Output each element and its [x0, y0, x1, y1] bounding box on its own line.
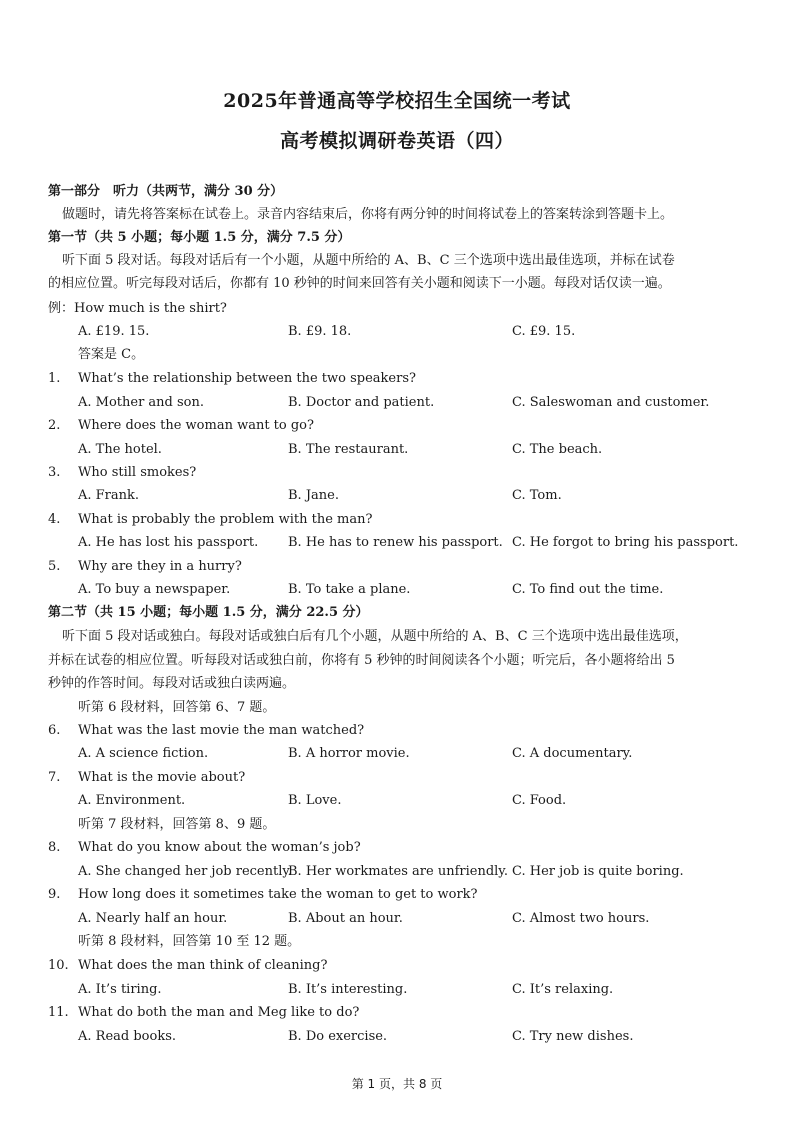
question-option-c: C. Try new dishes.	[512, 1029, 634, 1044]
question-option-c: C. A documentary.	[512, 746, 633, 761]
question-option-b: B. A horror movie.	[288, 746, 410, 761]
question-option-a: A. She changed her job recently.	[78, 864, 293, 879]
question-option-b: B. About an hour.	[288, 911, 403, 926]
section2-instruction-line2: 并标在试卷的相应位置。听每段对话或独白前，你将有 5 秒钟的时间阅读各个小题；听完后，各小题将给出 5	[48, 653, 675, 668]
section1-header: 第一节（共 5 小题；每小题 1.5 分，满分 7.5 分）	[48, 230, 351, 245]
question-stem: What is probably the problem with the man?	[78, 512, 373, 527]
section2-header: 第二节（共 15 小题；每小题 1.5 分，满分 22.5 分）	[48, 605, 369, 620]
question-option-b: B. He has to renew his passport.	[288, 535, 503, 550]
example-answer: 答案是 C。	[78, 347, 145, 362]
question-number: 2.	[48, 418, 61, 433]
example-option-c: C. £9. 15.	[512, 324, 576, 339]
question-option-c: C. Almost two hours.	[512, 911, 650, 926]
question-stem: Who still smokes?	[78, 465, 197, 480]
question-option-a: A. Frank.	[78, 488, 140, 503]
question-option-a: A. Read books.	[78, 1029, 176, 1044]
question-stem: What does the man think of cleaning?	[78, 958, 328, 973]
example-stem: 例：How much is the shirt?	[48, 301, 227, 316]
question-option-b: B. Love.	[288, 793, 342, 808]
question-number: 1.	[48, 371, 61, 386]
question-option-c: C. Saleswoman and customer.	[512, 395, 710, 410]
question-stem: How long does it sometimes take the woman to get to work?	[78, 887, 478, 902]
question-option-a: A. Environment.	[78, 793, 186, 808]
question-stem: What is the movie about?	[78, 770, 246, 785]
material-6-note: 听第 6 段材料，回答第 6、7 题。	[78, 700, 276, 715]
question-stem: Where does the woman want to go?	[78, 418, 314, 433]
material-8-note: 听第 8 段材料，回答第 10 至 12 题。	[78, 934, 301, 949]
question-option-c: C. Food.	[512, 793, 567, 808]
section1-instruction-line2: 的相应位置。听完每段对话后，你都有 10 秒钟的时间来回答有关小题和阅读下一小题。每段对话仅读一遍。	[48, 276, 671, 291]
question-stem: What do both the man and Meg like to do?	[78, 1005, 360, 1020]
question-number: 11.	[48, 1005, 69, 1020]
question-number: 9.	[48, 887, 61, 902]
question-number: 10.	[48, 958, 69, 973]
page-footer: 第 1 页，共 8 页	[351, 1077, 443, 1091]
question-option-c: C. He forgot to bring his passport.	[512, 535, 739, 550]
example-option-b: B. £9. 18.	[288, 324, 352, 339]
question-option-b: B. To take a plane.	[288, 582, 411, 597]
question-option-c: C. It’s relaxing.	[512, 982, 614, 997]
section2-instruction-line3: 秒钟的作答时间。每段对话或独白读两遍。	[48, 676, 296, 691]
question-number: 7.	[48, 770, 61, 785]
question-number: 5.	[48, 559, 61, 574]
question-option-a: A. To buy a newspaper.	[78, 582, 231, 597]
question-option-c: C. Her job is quite boring.	[512, 864, 684, 879]
part1-instruction: 做题时，请先将答案标在试卷上。录音内容结束后，你将有两分钟的时间将试卷上的答案转涂到答题卡上。	[62, 207, 674, 222]
question-option-c: C. Tom.	[512, 488, 562, 503]
question-stem: What was the last movie the man watched?	[78, 723, 365, 738]
question-stem: What’s the relationship between the two speakers?	[78, 371, 416, 386]
question-option-a: A. He has lost his passport.	[78, 535, 259, 550]
exam-subtitle: 高考模拟调研卷英语（四）	[279, 130, 514, 152]
section1-instruction-line1: 听下面 5 段对话。每段对话后有一个小题，从题中所给的 A、B、C 三个选项中选出最佳选项，并标在试卷	[62, 253, 675, 268]
question-option-b: B. Doctor and patient.	[288, 395, 435, 410]
question-number: 8.	[48, 840, 61, 855]
question-option-b: B. The restaurant.	[288, 442, 409, 457]
question-option-b: B. It’s interesting.	[288, 982, 408, 997]
material-7-note: 听第 7 段材料，回答第 8、9 题。	[78, 817, 276, 832]
question-number: 4.	[48, 512, 61, 527]
question-option-a: A. It’s tiring.	[78, 982, 162, 997]
question-option-b: B. Her workmates are unfriendly.	[288, 864, 509, 879]
question-option-a: A. The hotel.	[78, 442, 162, 457]
exam-title: 2025年普通高等学校招生全国统一考试	[223, 90, 571, 112]
question-option-c: C. To find out the time.	[512, 582, 664, 597]
part1-header: 第一部分 听力（共两节，满分 30 分）	[48, 184, 284, 199]
question-stem: What do you know about the woman’s job?	[78, 840, 361, 855]
question-option-a: A. A science fiction.	[78, 746, 209, 761]
question-stem: Why are they in a hurry?	[78, 559, 242, 574]
question-option-c: C. The beach.	[512, 442, 603, 457]
question-option-a: A. Nearly half an hour.	[78, 911, 228, 926]
example-option-a: A. £19. 15.	[78, 324, 150, 339]
question-number: 6.	[48, 723, 61, 738]
question-option-b: B. Do exercise.	[288, 1029, 388, 1044]
question-option-b: B. Jane.	[288, 488, 339, 503]
question-option-a: A. Mother and son.	[78, 395, 205, 410]
question-number: 3.	[48, 465, 61, 480]
section2-instruction-line1: 听下面 5 段对话或独白。每段对话或独白后有几个小题，从题中所给的 A、B、C 三个选项中选出最佳选项，	[62, 629, 688, 644]
